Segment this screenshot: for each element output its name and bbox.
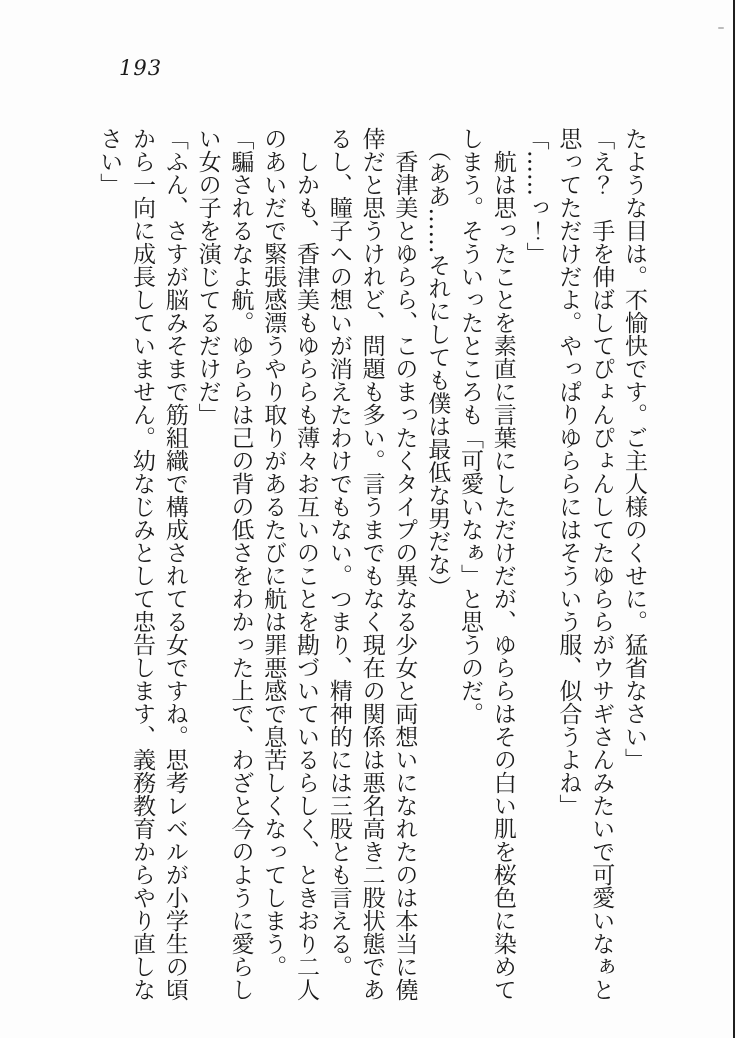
vertical-text-block xyxy=(92,127,650,1017)
text-column-4: 「……っ！」 xyxy=(522,127,549,265)
text-column-7: （ああ……それにしても僕は最低な男だな） xyxy=(424,127,451,599)
text-column-5: 航は思ったことを素直に言葉にしただけだが、ゆららはその白い肌を桜色に染めて xyxy=(489,127,516,1001)
page-edge-line xyxy=(733,0,735,1038)
page-number: 193 xyxy=(119,56,163,80)
text-column-1: たような目は。不愉快です。ご主人様のくせに。猛省なさい」 xyxy=(621,127,647,771)
text-column-11: しかも、香津美もゆららも薄々お互いのことを勘づいているらしく、ときおり二人 xyxy=(293,127,320,1001)
scan-artifact xyxy=(718,27,724,29)
text-column-2: 「え？ 手を伸ばしてぴょんぴょんしてたゆららがウサギさんみたいで可愛いなぁと xyxy=(588,127,615,1001)
text-column-3: 思ってただけだよ。やっぱりゆららにはそういう服、似合うよね」 xyxy=(555,127,582,817)
text-column-8: 香津美とゆらら、このまったくタイプの異なる少女と両想いになれたのは本当に僥 xyxy=(391,127,418,1001)
text-column-15: 「ふん、さすが脳みそまで筋組織で構成されてる女ですね。思考レベルが小学生の頃 xyxy=(161,127,188,1001)
text-column-16: から一向に成長していません。幼なじみとして忠告します、義務教育からやり直しな xyxy=(129,127,156,1001)
text-column-6: しまう。そういったところも「可愛いなぁ」と思うのだ。 xyxy=(457,127,484,725)
text-column-9: 倖だと思うけれど、問題も多い。言うまでもなく現在の関係は悪名高き二股状態であ xyxy=(358,127,385,1001)
text-column-14: い女の子を演じてるだけだ」 xyxy=(194,127,221,426)
text-column-17: さい」 xyxy=(96,127,123,196)
text-column-10: るし、瞳子への想いが消えたわけでもない。つまり、精神的には三股とも言える。 xyxy=(325,127,352,978)
text-column-12: のあいだで緊張感漂うやり取りがあるたびに航は罪悪感で息苦しくなってしまう。 xyxy=(260,127,287,978)
text-column-13: 「騙されるなよ航。ゆららは己の背の低さをわかった上で、わざと今のように愛らし xyxy=(227,127,254,1001)
